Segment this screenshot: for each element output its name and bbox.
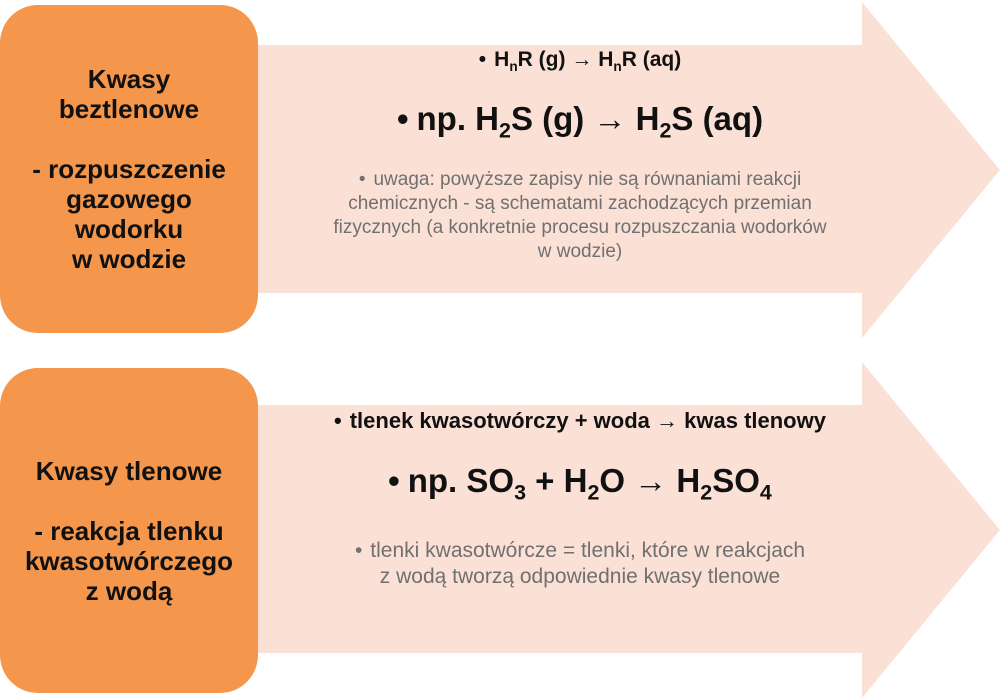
arrow-right-icon: → [593, 100, 627, 137]
box-desc-line-3: z wodą [85, 575, 173, 606]
box-desc-line-1: - rozpuszczenie [32, 154, 226, 184]
scheme-formula: • tlenek kwasotwórczy + woda → kwas tlenowy [334, 408, 826, 433]
note-line-3: fizycznych (a konkretnie procesu rozpuszczania wodorków [333, 217, 827, 238]
note-text [265, 538, 895, 590]
box-desc-line-2: kwasotwórczego [24, 545, 234, 576]
example-formula: • np. $H_2S$ $(g) \to H_2S$ (aq) [396, 100, 764, 143]
note-line-2: chemicznych - są schematami zachodzących przemian [348, 193, 812, 214]
note-line-1: • uwaga: powyższe zapisy nie są równaniami reakcji [358, 169, 802, 190]
box-title-line-1: Kwasy tlenowe [35, 455, 223, 486]
note-text [265, 168, 895, 264]
box-description [25, 516, 233, 606]
note-line-1: • tlenki kwasotwórcze = tlenki, które w reakcjach [354, 539, 806, 562]
note-line-4: w wodzie) [537, 241, 623, 262]
box-title-line-2: beztlenowe [58, 94, 200, 124]
box-kwasy-beztlenowe [0, 5, 258, 333]
bullet-icon: • [358, 169, 366, 190]
row1-content [265, 48, 895, 264]
bullet-icon: • [478, 48, 487, 71]
box-desc-line-2: gazowego [66, 184, 192, 214]
arrow-right-icon: → [634, 462, 668, 499]
general-formula: • $H_nR$ $(g) \to H_nR$ (aq) [478, 48, 682, 74]
box-kwasy-tlenowe [0, 368, 258, 693]
bullet-icon: • [388, 462, 400, 499]
bullet-icon: • [354, 539, 363, 562]
box-title-line-1: Kwasy [87, 64, 171, 94]
note-line-2: z wodą tworzą odpowiednie kwasy tlenowe [379, 565, 781, 588]
box-title [36, 456, 222, 486]
example-formula: • np. $SO_3 + H_2O \to H_2SO_4$ [388, 462, 772, 505]
box-title [59, 64, 199, 124]
box-desc-line-3: wodorku [74, 214, 184, 244]
box-description [32, 154, 226, 274]
bullet-icon: • [396, 100, 409, 137]
row2-content [265, 408, 895, 590]
arrow-right-icon: → [571, 48, 593, 71]
bullet-icon: • [334, 408, 342, 433]
box-desc-line-1: - reakcja tlenku [34, 515, 224, 546]
arrow-right-icon: → [656, 408, 679, 433]
box-desc-line-4: w wodzie [71, 244, 187, 274]
